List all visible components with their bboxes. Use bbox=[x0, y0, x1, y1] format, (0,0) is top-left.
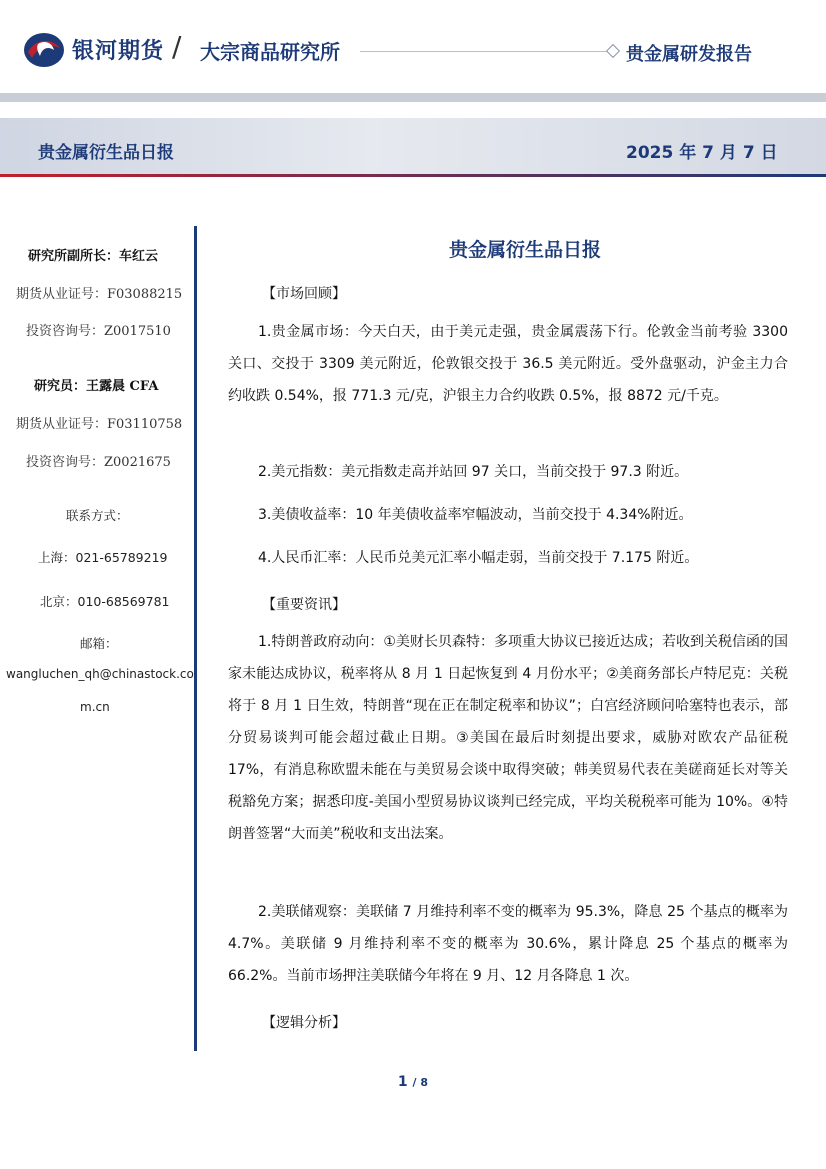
shanghai-phone: 上海：021-65789219 bbox=[38, 550, 168, 565]
banner-title: 贵金属衍生品日报 bbox=[38, 143, 174, 163]
paragraph-fed-watch: 2.美联储观察：美联储 7 月维持利率不变的概率为 95.3%，降息 25 个基点的概率为 4.7%。美联储 9 月维持利率不变的概率为 30.6%，累计降息 25 个基点的概率为 66.2%。当前市场押注美联储今年将在 9 月、12 月各降息 1 次。 bbox=[228, 904, 788, 984]
deputy-consult-number: 投资咨询号：Z0017510 bbox=[26, 324, 171, 339]
paragraph-trump-policy: 1.特朗普政府动向：①美财长贝森特：多项重大协议已接近达成；若收到关税信函的国家未能达成协议，税率将从 8 月 1 日起恢复到 4 月份水平；②美商务部长卢特尼克：关税将于 8 月 1 日生效，特朗普“现在正在制定税率和协议”；白宫经济顾问哈塞特也表示，部分贸易谈判可能会超过截止日期。③美国在最后时刻提出要求，威胁对欧农产品征税 17%，有消息称欧盟未能在与美贸易会谈中取得突破；韩美贸易代表在美磋商延长对等关税豁免方案；据悉印度-美国小型贸易协议谈判已经完成，平均关税税率可能为 10%。④特朗普签署“大而美”税收和支出法案。 bbox=[228, 634, 788, 842]
institute-name: 大宗商品研究所 bbox=[200, 40, 340, 64]
section-logic-analysis: 【逻辑分析】 bbox=[262, 1015, 346, 1031]
deputy-director: 研究所副所长：车红云 bbox=[28, 249, 159, 264]
galaxy-logo-icon bbox=[22, 30, 66, 70]
document-title: 贵金属衍生品日报 bbox=[448, 239, 601, 261]
brand-name: 银河期货 bbox=[72, 39, 165, 64]
page-number bbox=[0, 1074, 826, 1090]
total-pages: / 8 bbox=[412, 1076, 429, 1089]
header-stripe bbox=[0, 93, 826, 102]
section-key-news: 【重要资讯】 bbox=[262, 597, 346, 613]
header-rule bbox=[360, 51, 610, 52]
contact-label: 联系方式： bbox=[66, 508, 129, 523]
email-address-line1[interactable]: wangluchen_qh@chinastock.co bbox=[6, 667, 194, 681]
beijing-phone: 北京：010-68569781 bbox=[40, 594, 170, 609]
paragraph-treasury-yield: 3.美债收益率：10 年美债收益率窄幅波动，当前交投于 4.34%附近。 bbox=[258, 507, 693, 523]
email-label: 邮箱： bbox=[80, 636, 118, 651]
deputy-license: 期货从业证号：F03088215 bbox=[16, 287, 183, 302]
researcher-name: 研究员：王露晨 CFA bbox=[34, 379, 159, 394]
email-address-line2[interactable]: m.cn bbox=[80, 700, 110, 714]
report-date: 2025 年 7 月 7 日 bbox=[626, 143, 778, 163]
banner-accent-line bbox=[0, 174, 826, 177]
column-divider bbox=[194, 226, 197, 1051]
report-header bbox=[0, 0, 826, 100]
paragraph-rmb-rate: 4.人民币汇率：人民币兑美元汇率小幅走弱，当前交投于 7.175 附近。 bbox=[258, 550, 699, 566]
current-page: 1 bbox=[397, 1074, 408, 1090]
paragraph-precious-metals: 1.贵金属市场：今天白天，由于美元走强，贵金属震荡下行。伦敦金当前考验 3300 关口、交投于 3309 美元附近，伦敦银交投于 36.5 美元附近。受外盘驱动，沪金主力合约收跌 0.54%，报 771.3 元/克，沪银主力合约收跌 0.5%，报 8872 元/千克。 bbox=[228, 324, 788, 404]
researcher-license: 期货从业证号：F03110758 bbox=[16, 417, 183, 432]
section-market-review: 【市场回顾】 bbox=[262, 286, 346, 302]
header-separator: / bbox=[172, 30, 182, 63]
diamond-icon bbox=[606, 44, 620, 58]
report-type: 贵金属研发报告 bbox=[626, 44, 752, 65]
paragraph-dollar-index: 2.美元指数：美元指数走高并站回 97 关口，当前交投于 97.3 附近。 bbox=[258, 464, 689, 480]
researcher-consult-number: 投资咨询号：Z0021675 bbox=[26, 455, 171, 470]
